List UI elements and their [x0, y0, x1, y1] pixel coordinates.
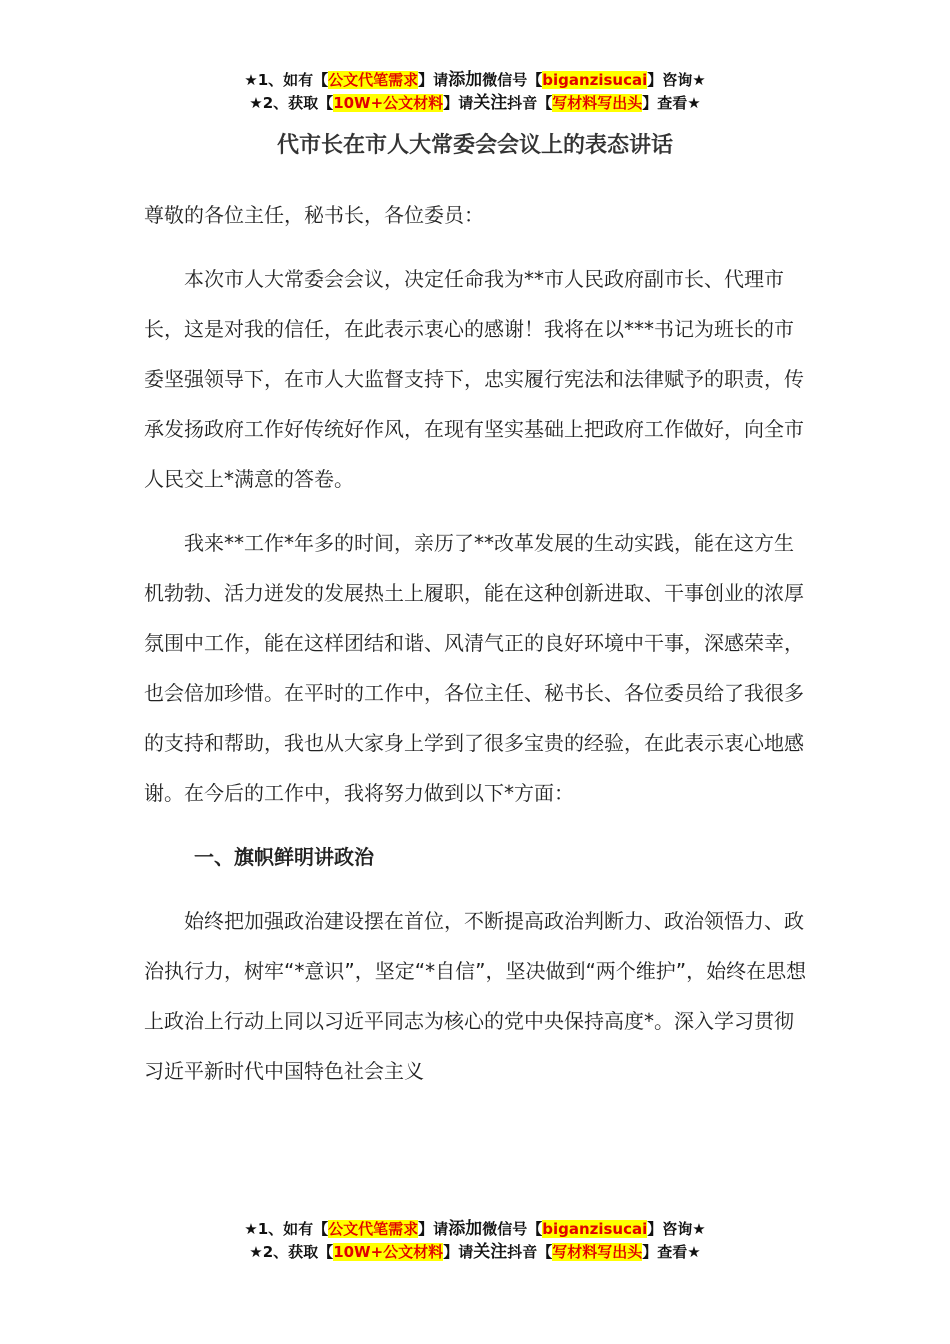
banner-line-2: ★2、获取【10W+公文材料】请关注抖音【写材料写出头】查看★ [249, 93, 701, 113]
highlight-materials: 10W+公文材料 [333, 1243, 444, 1261]
header-banner [0, 69, 950, 115]
footer-banner [0, 1218, 950, 1264]
banner-line-2: ★2、获取【10W+公文材料】请关注抖音【写材料写出头】查看★ [249, 1242, 701, 1262]
paragraph-1: 本次市人大常委会会议，决定任命我为**市人民政府副市长、代理市长，这是对我的信任，在此表示衷心的感谢！我将在以***书记为班长的市委坚强领导下，在市人大监督支持下，忠实履行宪法和法律赋予的职责，传承发扬政府工作好传统好作风，在现有坚实基础上把政府工作做好，向全市人民交上*满意的答卷。 [144, 267, 804, 491]
paragraph-2: 我来**工作*年多的时间，亲历了**改革发展的生动实践，能在这方生机勃勃、活力迸发的发展热土上履职，能在这种创新进取、干事创业的浓厚氛围中工作，能在这样团结和谐、风清气正的良好环境中干事，深感荣幸，也会倍加珍惜。在平时的工作中，各位主任、秘书长、各位委员给了我很多的支持和帮助，我也从大家身上学到了很多宝贵的经验，在此表示衷心地感谢。在今后的工作中，我将努力做到以下*方面： [144, 531, 804, 805]
highlight-wechat-id: biganzisucai [542, 1220, 648, 1238]
document-title: 代市长在市人大常委会会议上的表态讲话 [276, 133, 673, 158]
document-body [144, 190, 808, 1110]
highlight-service: 公文代笔需求 [328, 71, 419, 89]
banner-line-1: ★1、如有【公文代笔需求】请添加微信号【biganzisucai】咨询★ [244, 70, 706, 90]
salutation: 尊敬的各位主任，秘书长，各位委员： [144, 203, 484, 227]
highlight-materials: 10W+公文材料 [333, 94, 444, 112]
highlight-account: 写材料写出头 [552, 1243, 643, 1261]
highlight-wechat-id: biganzisucai [542, 71, 648, 89]
banner-line-1: ★1、如有【公文代笔需求】请添加微信号【biganzisucai】咨询★ [244, 1219, 706, 1239]
section-heading-1: 一、旗帜鲜明讲政治 [194, 845, 374, 869]
highlight-service: 公文代笔需求 [328, 1220, 419, 1238]
highlight-account: 写材料写出头 [552, 94, 643, 112]
paragraph-3: 始终把加强政治建设摆在首位，不断提高政治判断力、政治领悟力、政治执行力，树牢“*意识”，坚定“*自信”，坚决做到“两个维护”，始终在思想上政治上行动上同以习近平同志为核心的党中央保持高度*。深入学习贯彻习近平新时代中国特色社会主义 [144, 909, 807, 1083]
